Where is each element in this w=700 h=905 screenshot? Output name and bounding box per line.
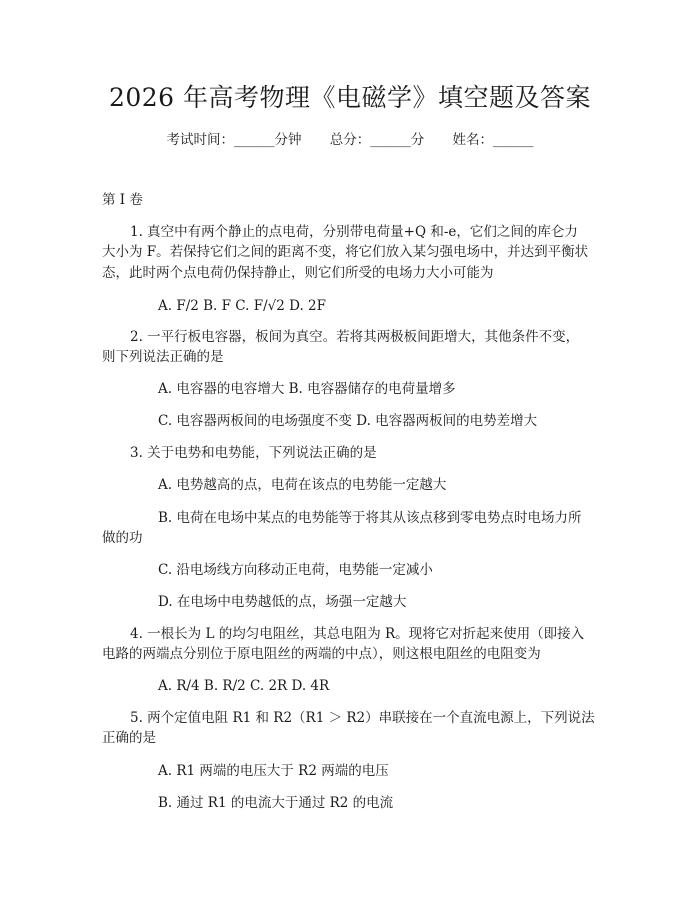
question-5-option-b: B. 通过 R1 的电流大于通过 R2 的电流 bbox=[158, 795, 394, 811]
question-1-line-2: 大小为 F。若保持它们之间的距离不变，将它们放入某匀强电场中，并达到平衡状 bbox=[102, 244, 589, 260]
question-3-option-b-line-1: B. 电荷在电场中某点的电势能等于将其从该点移到零电势点时电场力所 bbox=[158, 510, 582, 526]
question-2-line-1: 2. 一平行板电容器，板间为真空。若将其两极板间距增大，其他条件不变， bbox=[130, 329, 580, 345]
question-5-option-a: A. R1 两端的电压大于 R2 两端的电压 bbox=[158, 763, 389, 779]
document-title: 2026 年高考物理《电磁学》填空题及答案 bbox=[108, 83, 592, 112]
question-4-line-2: 电路的两端点分别位于原电阻丝的两端的中点），则这根电阻丝的电阻变为 bbox=[102, 646, 541, 662]
question-1-line-1: 1. 真空中有两个静止的点电荷，分别带电荷量+Q 和-e，它们之间的库仑力 bbox=[130, 224, 578, 240]
question-4-options: A. R/4 B. R/2 C. 2R D. 4R bbox=[158, 678, 330, 694]
question-3-option-c: C. 沿电场线方向移动正电荷，电势能一定减小 bbox=[158, 562, 433, 578]
student-name-field: 姓名：______ bbox=[452, 132, 534, 148]
question-3-option-a: A. 电势越高的点，电荷在该点的电势能一定越大 bbox=[158, 477, 447, 493]
question-3-option-b-line-2: 做的功 bbox=[102, 530, 143, 546]
question-5-line-2: 正确的是 bbox=[102, 730, 156, 746]
question-2-line-2: 则下列说法正确的是 bbox=[102, 349, 224, 365]
question-3-line-1: 3. 关于电势和电势能，下列说法正确的是 bbox=[130, 445, 377, 461]
question-1-line-3: 态，此时两个点电荷仍保持静止，则它们所受的电场力大小可能为 bbox=[102, 265, 494, 281]
question-3-option-d: D. 在电场中电势越低的点，场强一定越大 bbox=[158, 594, 407, 610]
question-2-options-cd: C. 电容器两板间的电场强度不变 D. 电容器两板间的电势差增大 bbox=[158, 413, 538, 429]
total-score-field: 总分：______分 bbox=[329, 132, 425, 148]
question-4-line-1: 4. 一根长为 L 的均匀电阻丝，其总电阻为 R。现将它对折起来使用（即接入 bbox=[130, 626, 585, 642]
question-1-options: A. F/2 B. F C. F/√2 D. 2F bbox=[158, 298, 326, 314]
section-heading: 第 I 卷 bbox=[102, 192, 143, 208]
question-2-options-ab: A. 电容器的电容增大 B. 电容器储存的电荷量增多 bbox=[158, 381, 456, 397]
exam-info-line bbox=[0, 130, 700, 150]
question-5-line-1: 5. 两个定值电阻 R1 和 R2（R1 ＞ R2）串联接在一个直流电源上，下列说法 bbox=[130, 710, 595, 726]
exam-time-field: 考试时间：______分钟 bbox=[166, 132, 302, 148]
